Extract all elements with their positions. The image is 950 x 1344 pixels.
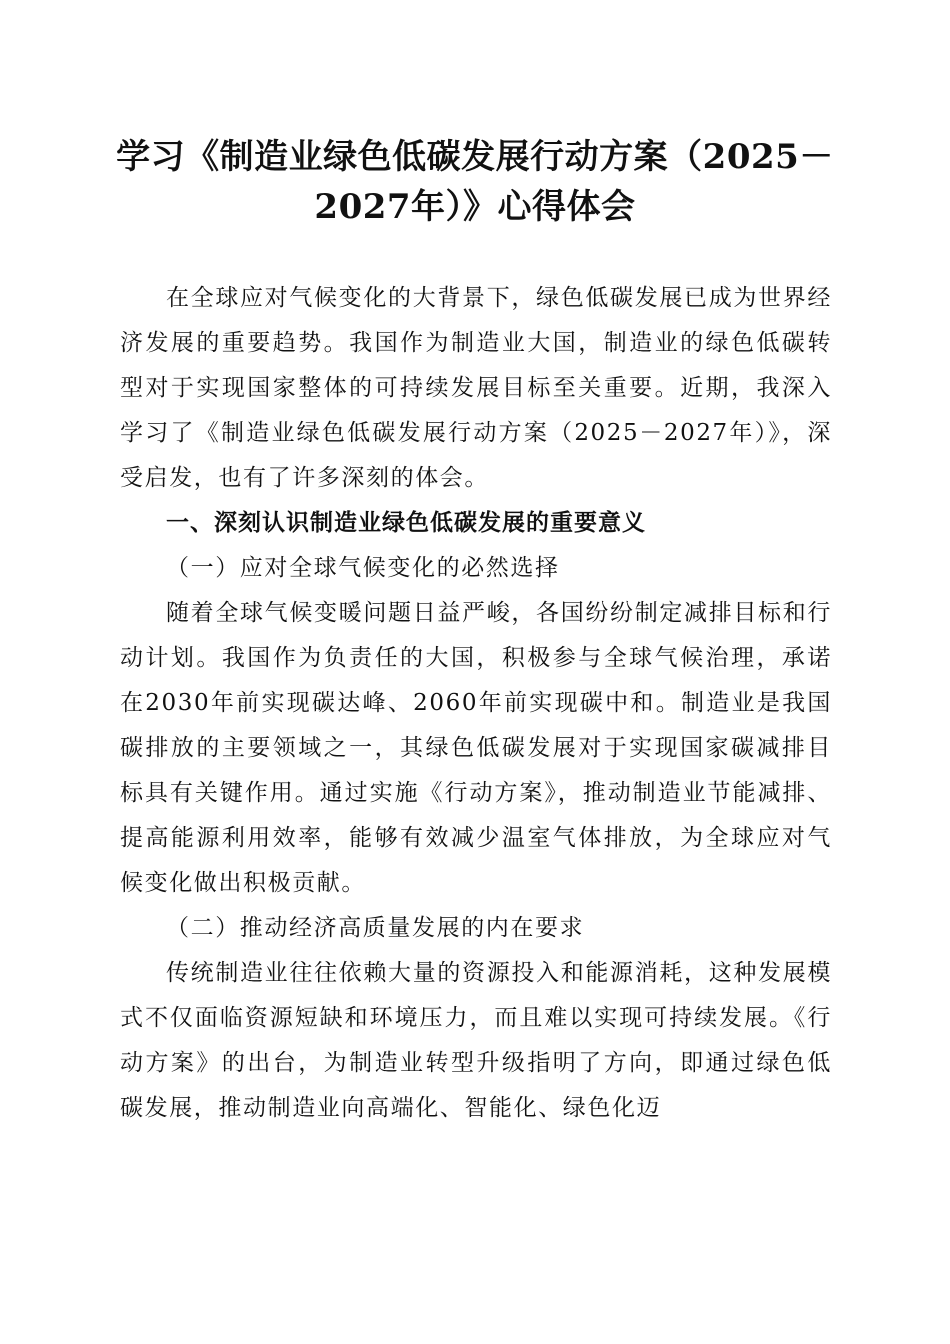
document-body xyxy=(120,276,832,1131)
subsection-paragraph-2: 传统制造业往往依赖大量的资源投入和能源消耗，这种发展模式不仅面临资源短缺和环境压力，而且难以实现可持续发展。《行动方案》的出台，为制造业转型升级指明了方向，即通过绿色低碳发展，推动制造业向高端化、智能化、绿色化迈 xyxy=(120,960,832,1121)
subsection-paragraph-1: 随着全球气候变暖问题日益严峻，各国纷纷制定减排目标和行动计划。我国作为负责任的大国，积极参与全球气候治理，承诺在2030年前实现碳达峰、2060年前实现碳中和。制造业是我国碳排放的主要领域之一，其绿色低碳发展对于实现国家碳减排目标具有关键作用。通过实施《行动方案》，推动制造业节能减排、提高能源利用效率，能够有效减少温室气体排放，为全球应对气候变化做出积极贡献。 xyxy=(120,600,832,896)
section-heading-1: 一、深刻认识制造业绿色低碳发展的重要意义 xyxy=(166,510,646,536)
document-title xyxy=(100,132,850,232)
subsection-heading-2: （二）推动经济高质量发展的内在要求 xyxy=(166,915,585,941)
title-line-2: 2027年）》心得体会 xyxy=(314,187,636,227)
title-line-1: 学习《制造业绿色低碳发展行动方案（2025－ xyxy=(116,137,834,177)
intro-paragraph: 在全球应对气候变化的大背景下，绿色低碳发展已成为世界经济发展的重要趋势。我国作为制造业大国，制造业的绿色低碳转型对于实现国家整体的可持续发展目标至关重要。近期，我深入学习了《制造业绿色低碳发展行动方案（2025－2027年）》，深受启发，也有了许多深刻的体会。 xyxy=(120,285,832,491)
subsection-heading-1: （一）应对全球气候变化的必然选择 xyxy=(166,555,560,581)
